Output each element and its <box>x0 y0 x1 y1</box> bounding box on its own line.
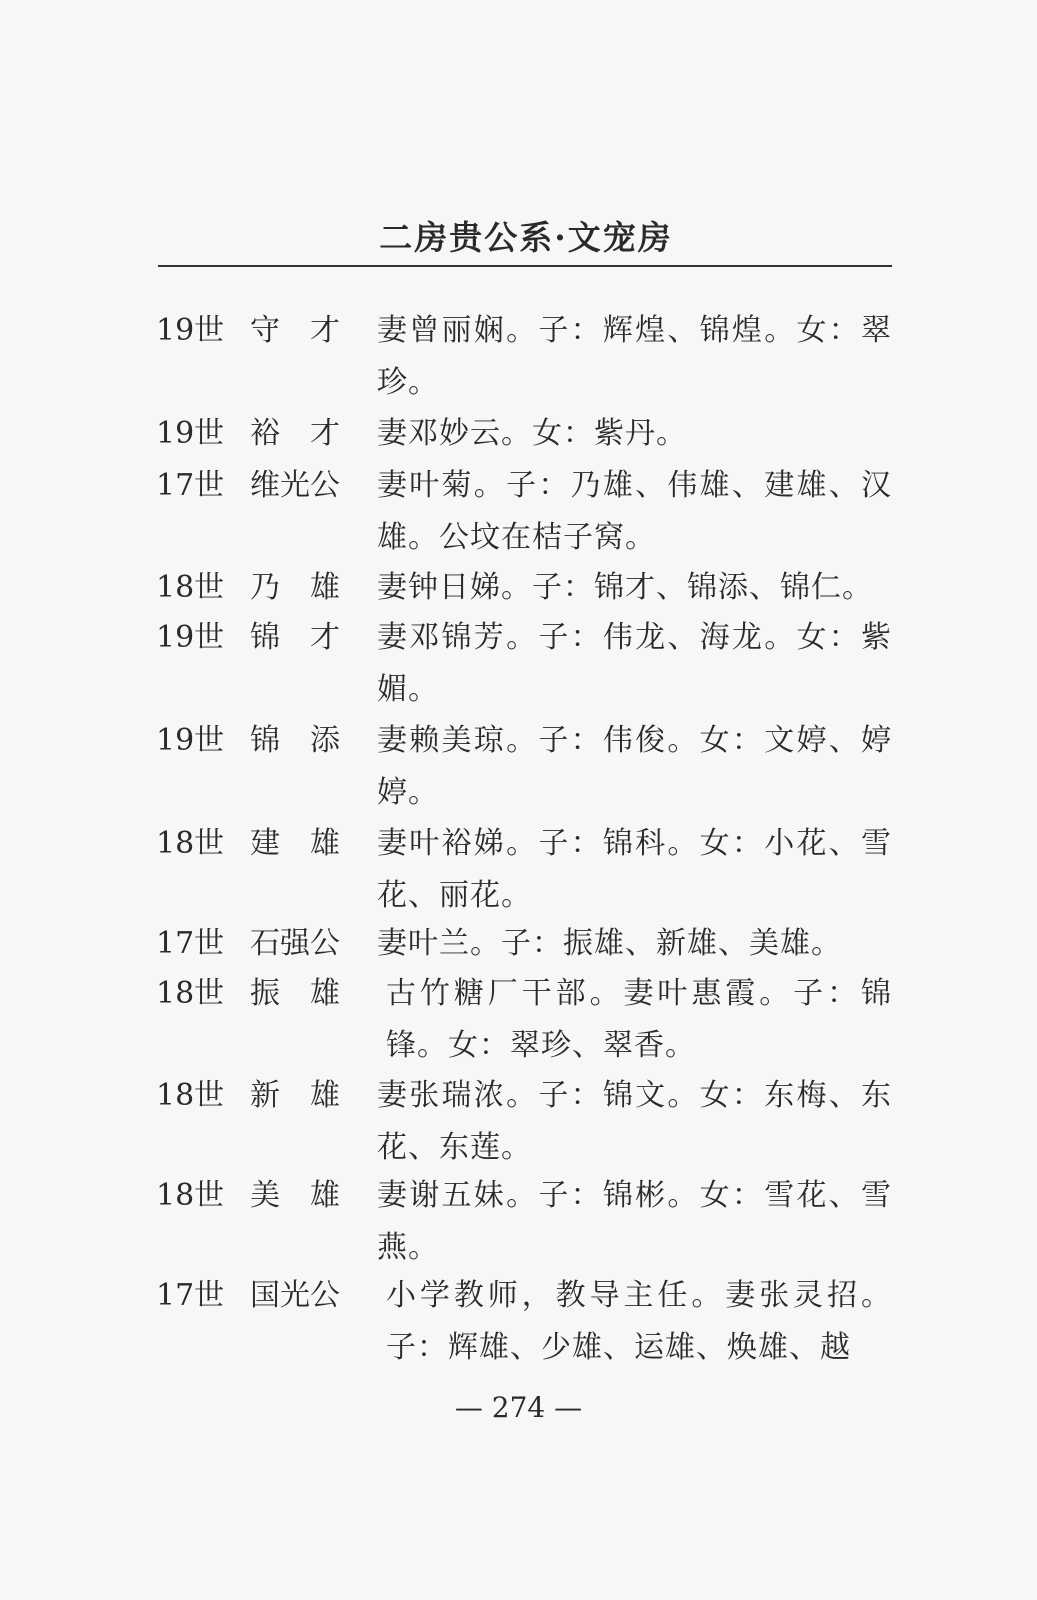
entry-description: 妻叶兰。子：振雄、新雄、美雄。 <box>377 926 842 961</box>
generation-label: 17世 <box>156 926 225 961</box>
person-name: 锦 才 <box>250 620 340 655</box>
generation-label: 18世 <box>156 1078 225 1113</box>
person-name: 国光公 <box>250 1278 340 1313</box>
person-name: 乃 雄 <box>250 570 340 605</box>
person-name: 建 雄 <box>250 826 340 861</box>
person-name: 守 才 <box>250 313 340 348</box>
page-number: — 274 — <box>454 1391 583 1424</box>
person-name: 裕 才 <box>250 416 340 451</box>
entry-description: 妻邓锦芳。子：伟龙、海龙。女：紫媚。 <box>377 620 892 707</box>
entry-description: 妻张瑞浓。子：锦文。女：东梅、东花、东莲。 <box>377 1078 892 1165</box>
generation-label: 17世 <box>156 468 225 503</box>
running-head: 二房贵公系·文宠房 <box>379 218 673 257</box>
entry-description: 古竹糖厂干部。妻叶惠霞。子：锦锋。女：翠珍、翠香。 <box>386 976 892 1063</box>
person-name: 振 雄 <box>250 976 340 1011</box>
entry-description: 妻叶裕娣。子：锦科。女：小花、雪花、丽花。 <box>377 826 892 913</box>
generation-label: 18世 <box>156 976 225 1011</box>
entry-description: 妻钟日娣。子：锦才、锦添、锦仁。 <box>377 570 873 605</box>
generation-label: 18世 <box>156 570 225 605</box>
person-name: 石强公 <box>250 926 340 961</box>
person-name: 维光公 <box>250 468 340 503</box>
person-name: 新 雄 <box>250 1078 340 1113</box>
entry-description: 妻谢五妹。子：锦彬。女：雪花、雪燕。 <box>377 1178 892 1265</box>
generation-label: 19世 <box>156 416 225 451</box>
generation-label: 18世 <box>156 826 225 861</box>
person-name: 锦 添 <box>250 723 340 758</box>
generation-label: 19世 <box>156 313 225 348</box>
person-name: 美 雄 <box>250 1178 340 1213</box>
entry-description: 小学教师，教导主任。妻张灵招。子：辉雄、少雄、运雄、焕雄、越 <box>386 1278 892 1365</box>
generation-label: 19世 <box>156 723 225 758</box>
entry-description: 妻赖美琼。子：伟俊。女：文婷、婷婷。 <box>377 723 892 810</box>
entry-description: 妻曾丽娴。子：辉煌、锦煌。女：翠珍。 <box>377 313 892 400</box>
entry-description: 妻邓妙云。女：紫丹。 <box>377 416 687 451</box>
generation-label: 18世 <box>156 1178 225 1213</box>
entry-description: 妻叶菊。子：乃雄、伟雄、建雄、汉雄。公坟在桔子窝。 <box>377 468 892 555</box>
generation-label: 19世 <box>156 620 225 655</box>
generation-label: 17世 <box>156 1278 225 1313</box>
